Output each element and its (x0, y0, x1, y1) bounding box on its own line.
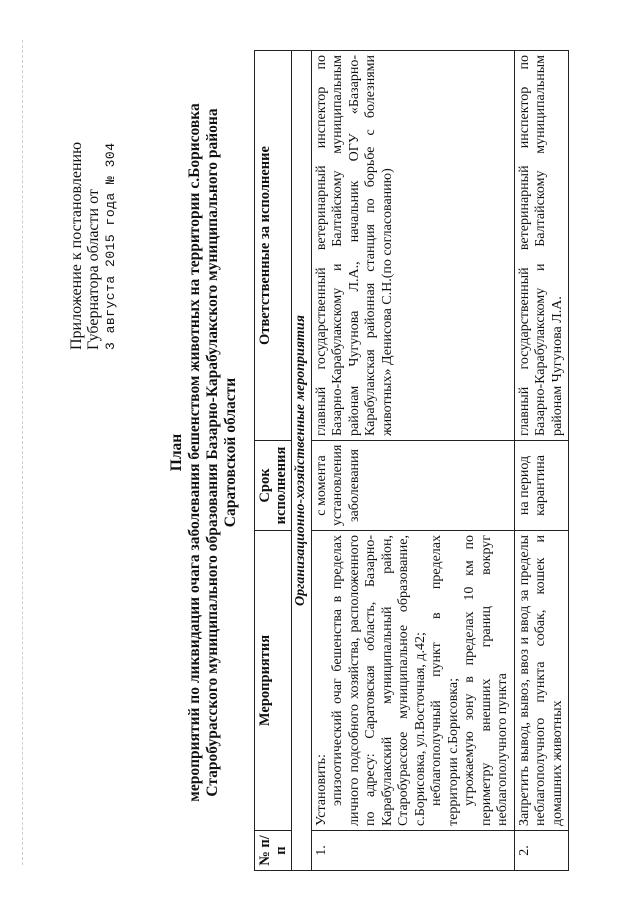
header-measures: Мероприятия (255, 531, 292, 831)
approval-date-stamp: 3 августа 2015 года № 304 (103, 142, 118, 350)
row-measures (311, 531, 514, 831)
measure-line: неблагополучный пункт в пределах территории с.Борисовка; (429, 535, 461, 826)
table-row (311, 51, 514, 871)
row-number: 2. (514, 831, 569, 871)
row-deadline: на период карантина (514, 441, 569, 531)
section-row (292, 51, 312, 871)
header-deadline: Срок исполнения (255, 441, 292, 531)
header-responsible: Ответственные за исполнение (255, 51, 292, 441)
table-row (514, 51, 569, 871)
heading-line-1: мероприятий по ликвидации очага заболевания бешенством животных на территории с.Борисовка (186, 103, 203, 802)
approval-line-1: Приложение к постановлению (68, 141, 85, 350)
measure-line: угрожаемую зону в пределах 10 км по периметру внешних границ вокруг неблагополучного пункта (462, 535, 510, 826)
row-deadline: с момента установления заболевания (311, 441, 514, 531)
heading-line-2: Старобурасского муниципального образования Базарно-Карабулакского муниципального района (204, 108, 221, 797)
document-title: План (168, 433, 185, 472)
measure-line: Установить: (313, 754, 329, 826)
measure-line: эпизоотический очаг бешенства в пределах личного подсобного хозяйства, расположенного по адресу: Саратовская область, Базарно-Карабулакский муниципальный район, Старобурасское муниципальное образование, с.Борисовка, ул.Восточная, д.42; (330, 535, 428, 826)
heading-line-3: Саратовской области (222, 377, 239, 528)
plan-table (254, 50, 569, 871)
row-number: 1. (311, 831, 514, 871)
table-header-row (255, 51, 292, 871)
section-title: Организационно-хозяйственные мероприятия (292, 51, 312, 871)
document-heading (168, 60, 240, 845)
header-num: № п/п (255, 831, 292, 871)
row-measures (514, 531, 569, 831)
approval-note (68, 88, 119, 350)
row-responsible: главный государственный ветеринарный инспектор по Базарно-Карабулакскому и Балтайскому муниципальным районам Чугунова Л.А. (514, 51, 569, 441)
measure-line: Запретить вывод, вывоз, ввоз и ввод за пределы неблагополучного пункта собак, кошек и домашних животных (516, 535, 565, 826)
approval-line-2: Губернатора области от (85, 189, 102, 350)
row-responsible: главный государственный ветеринарный инспектор по Базарно-Карабулакскому и Балтайскому муниципальным районам Чугунова Л.А., начальник ОГУ «Базарно-Карабулакская районная станция по борьбе с болезнями животных» Денисова С.Н.(по согласованию) (311, 51, 514, 441)
